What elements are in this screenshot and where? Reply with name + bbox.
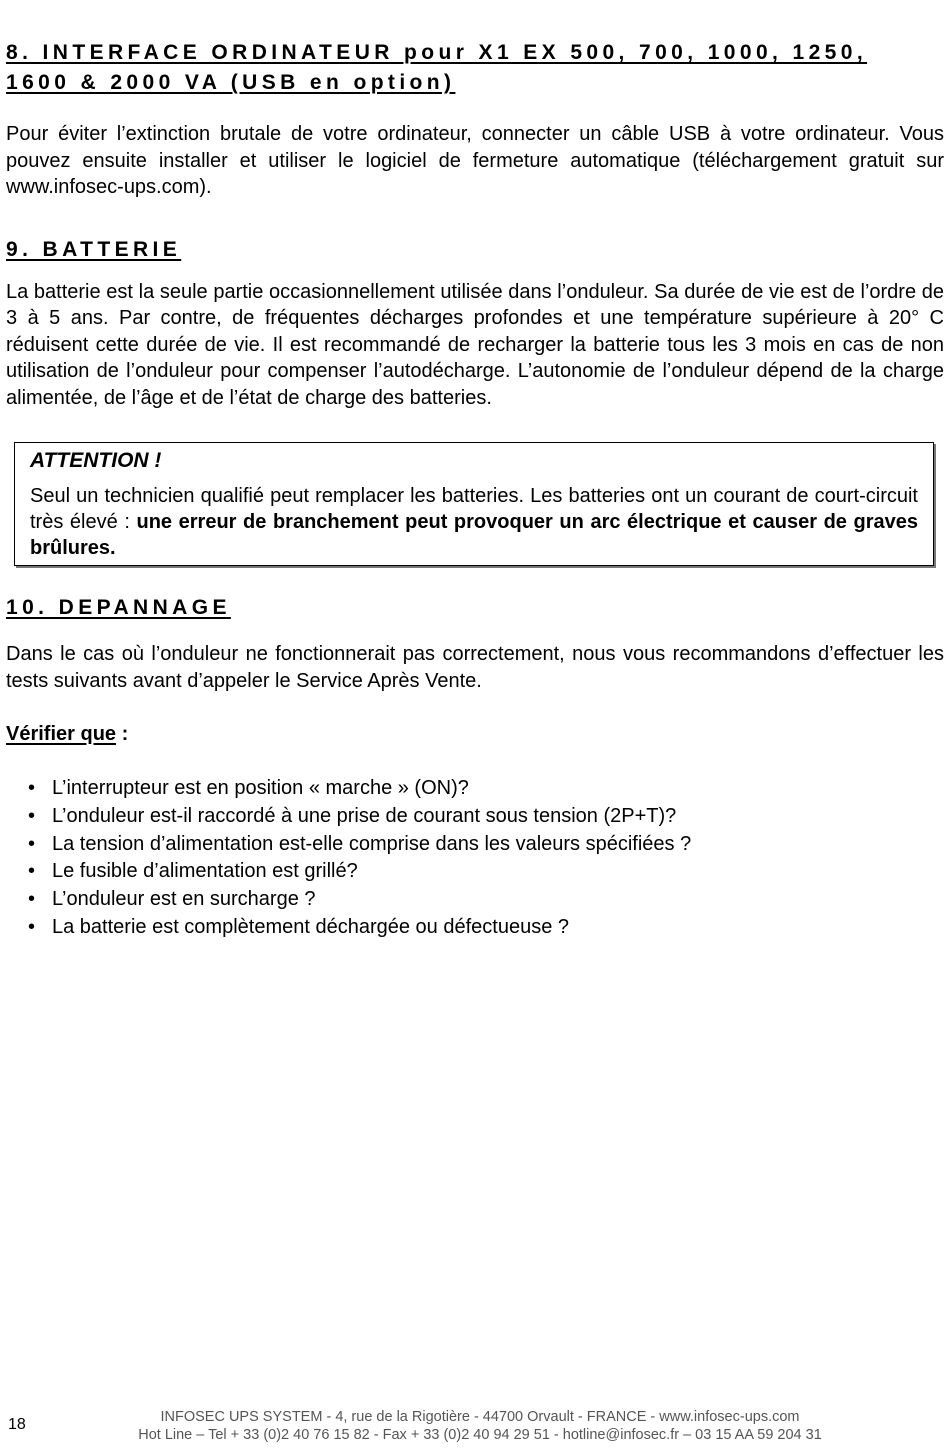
list-item: • La batterie est complètement déchargée ou défectueuse ? xyxy=(6,914,944,942)
attention-title: ATTENTION ! xyxy=(30,449,162,472)
checklist xyxy=(6,775,944,942)
section-8-title-line2: 1600 & 2000 VA (USB en option) xyxy=(6,71,456,94)
bullet-icon: • xyxy=(28,915,36,938)
list-item: • L’onduleur est-il raccordé à une prise de courant sous tension (2P+T)? xyxy=(6,803,944,831)
list-item: • Le fusible d’alimentation est grillé? xyxy=(6,858,944,886)
section-8-paragraph: Pour éviter l’extinction brutale de votre ordinateur, connecter un câble USB à votre ordinateur. Vous pouvez ensuite installer et utiliser le logiciel de fermeture automatique (téléchargement gratuit sur www.infosec-ups.com). xyxy=(6,123,944,198)
section-10-heading: 10. DEPANNAGE xyxy=(6,596,231,619)
bullet-icon: • xyxy=(28,860,36,883)
bullet-icon: • xyxy=(28,832,36,855)
attention-text-normal: Seul un technicien qualifié peut remplacer les batteries. Les batteries ont un courant de court-circuit très élevé : xyxy=(30,485,918,533)
section-10-paragraph: Dans le cas où l’onduleur ne fonctionnerait pas correctement, nous vous recommandons d’effectuer les tests suivants avant d’appeler le Service Après Vente. xyxy=(6,643,944,692)
page-number: 18 xyxy=(8,1416,26,1433)
document-page xyxy=(6,38,944,942)
attention-text xyxy=(30,483,918,561)
bullet-icon: • xyxy=(28,804,36,827)
verify-colon: : xyxy=(116,723,129,745)
section-9-paragraph: La batterie est la seule partie occasionnellement utilisée dans l’onduleur. Sa durée de vie est de l’ordre de 3 à 5 ans. Par contre, de fréquentes décharges profondes et une température supérieure à 20° C réduisent cette durée de vie. Il est recommandé de recharger la batterie tous les 3 mois en cas de non utilisation de l’onduleur pour compenser l’autodécharge. L’autonomie de l’onduleur dépend de la charge alimentée, de l’âge et de l’état de charge des batteries. xyxy=(6,280,944,409)
footer-line-1: INFOSEC UPS SYSTEM - 4, rue de la Rigotière - 44700 Orvault - FRANCE - www.infosec-ups.com xyxy=(160,1409,800,1425)
list-item: • L’interrupteur est en position « marche » (ON)? xyxy=(6,775,944,803)
footer-line-2: Hot Line – Tel + 33 (0)2 40 76 15 82 - Fax + 33 (0)2 40 94 29 51 - hotline@infosec.fr – 03 15 AA 59 204 31 xyxy=(138,1427,822,1443)
list-item: • L’onduleur est en surcharge ? xyxy=(6,886,944,914)
verify-label xyxy=(6,721,944,747)
list-item: • La tension d’alimentation est-elle comprise dans les valeurs spécifiées ? xyxy=(6,831,944,859)
bullet-icon: • xyxy=(28,888,36,911)
section-8-title-line1: 8. INTERFACE ORDINATEUR pour X1 EX 500, 700, 1000, 1250, xyxy=(6,41,868,64)
page-footer xyxy=(0,1408,950,1444)
section-8-heading xyxy=(6,38,944,98)
attention-box xyxy=(14,442,934,566)
attention-text-bold: une erreur de branchement peut provoquer un arc électrique et causer de graves brûlures. xyxy=(30,511,918,559)
bullet-icon: • xyxy=(28,777,36,799)
footer-address xyxy=(10,1408,950,1444)
section-9-heading: 9. BATTERIE xyxy=(6,237,182,261)
verify-label-text: Vérifier que xyxy=(6,723,117,745)
